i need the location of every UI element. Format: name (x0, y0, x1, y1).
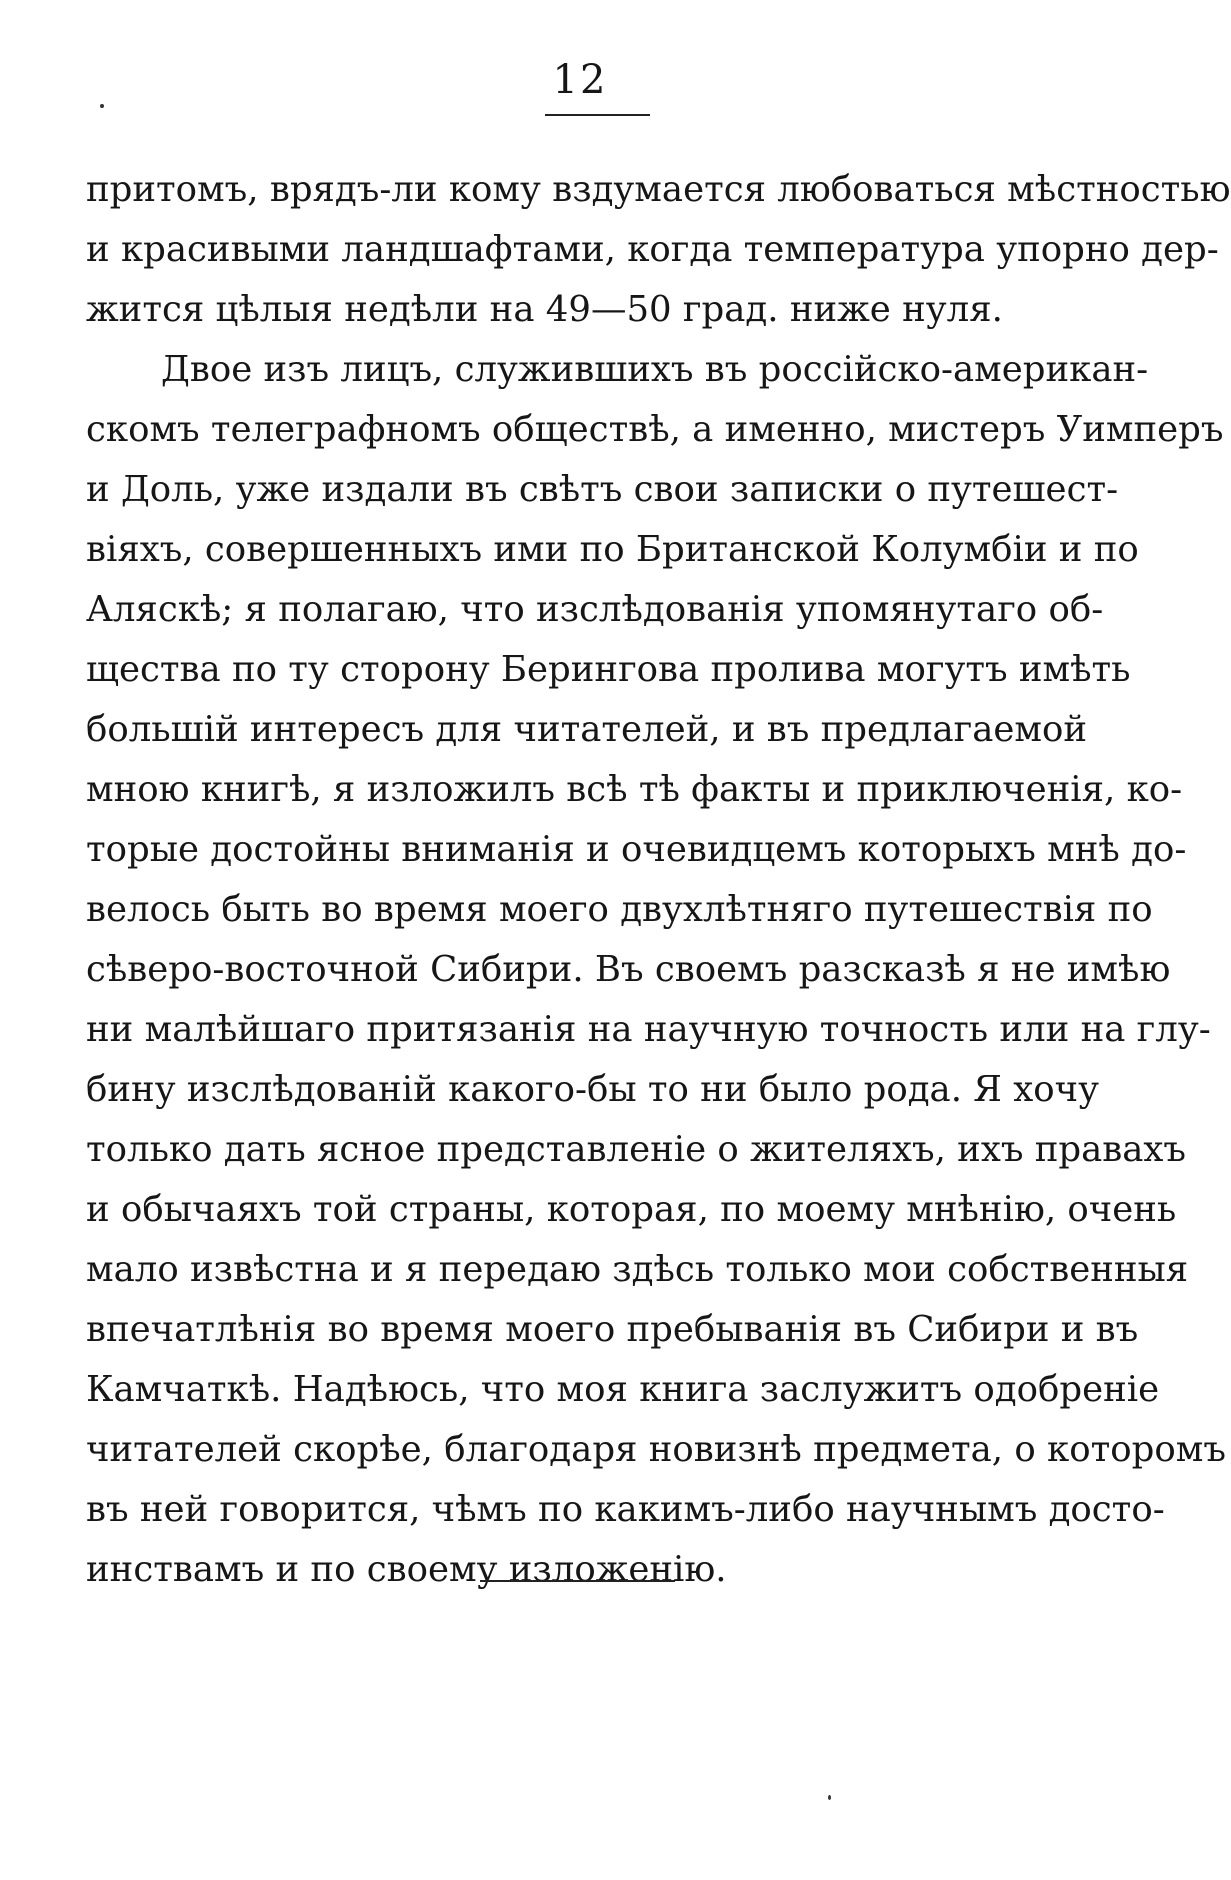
page-number: 12 (552, 57, 608, 103)
text-line: скомъ телеграфномъ обществѣ, а именно, мистеръ Уимперъ (86, 409, 1224, 450)
text-line: только дать ясное представленіе о жителяхъ, ихъ правахъ (86, 1129, 1187, 1170)
header-rule (545, 114, 650, 116)
text-line: и обычаяхъ той страны, которая, по моему мнѣнію, очень (86, 1189, 1177, 1230)
text-line: читателей скорѣе, благодаря новизнѣ предмета, о которомъ (86, 1429, 1226, 1470)
text-line: мало извѣстна и я передаю здѣсь только мои собственныя (86, 1249, 1189, 1290)
text-line: въ ней говорится, чѣмъ по какимъ-либо научнымъ досто- (86, 1489, 1165, 1530)
body-text (86, 160, 1231, 1600)
text-line: віяхъ, совершенныхъ ими по Британской Колумбіи и по (86, 529, 1139, 570)
text-line: сѣверо-восточной Сибири. Въ своемъ разсказѣ я не имѣю (86, 949, 1171, 990)
text-line: ни малѣйшаго притязанія на научную точность или на глу- (86, 1009, 1211, 1050)
text-line: притомъ, врядъ-ли кому вздумается любоваться мѣстностью (86, 169, 1231, 210)
paragraph-1 (86, 160, 1231, 340)
text-line: инствамъ и по своему изложенію. (86, 1549, 727, 1590)
text-line: Двое изъ лицъ, служившихъ въ россійско-американ- (161, 349, 1149, 390)
text-line: щества по ту сторону Берингова пролива могутъ имѣть (86, 649, 1131, 690)
text-line: большій интересъ для читателей, и въ предлагаемой (86, 709, 1088, 750)
text-line: и красивыми ландшафтами, когда температура упорно дер- (86, 229, 1219, 270)
text-line: Аляскѣ; я полагаю, что изслѣдованія упомянутаго об- (86, 589, 1104, 630)
text-line: жится цѣлыя недѣли на 49—50 град. ниже нуля. (86, 289, 1003, 330)
text-line: впечатлѣнія во время моего пребыванія въ Сибири и въ (86, 1309, 1139, 1350)
text-line: и Доль, уже издали въ свѣтъ свои записки о путешест- (86, 469, 1119, 510)
paragraph-2 (86, 340, 1226, 1600)
print-speck (828, 1795, 831, 1800)
text-line: велось быть во время моего двухлѣтняго путешествія по (86, 889, 1153, 930)
text-line: бину изслѣдованій какого-бы то ни было рода. Я хочу (86, 1069, 1099, 1110)
text-line: торые достойны вниманія и очевидцемъ которыхъ мнѣ до- (86, 829, 1187, 870)
print-speck (100, 104, 104, 108)
text-line: мною книгѣ, я изложилъ всѣ тѣ факты и приключенія, ко- (86, 769, 1183, 810)
text-line: Камчаткѣ. Надѣюсь, что моя книга заслужитъ одобреніе (86, 1369, 1160, 1410)
end-rule (480, 1580, 675, 1582)
